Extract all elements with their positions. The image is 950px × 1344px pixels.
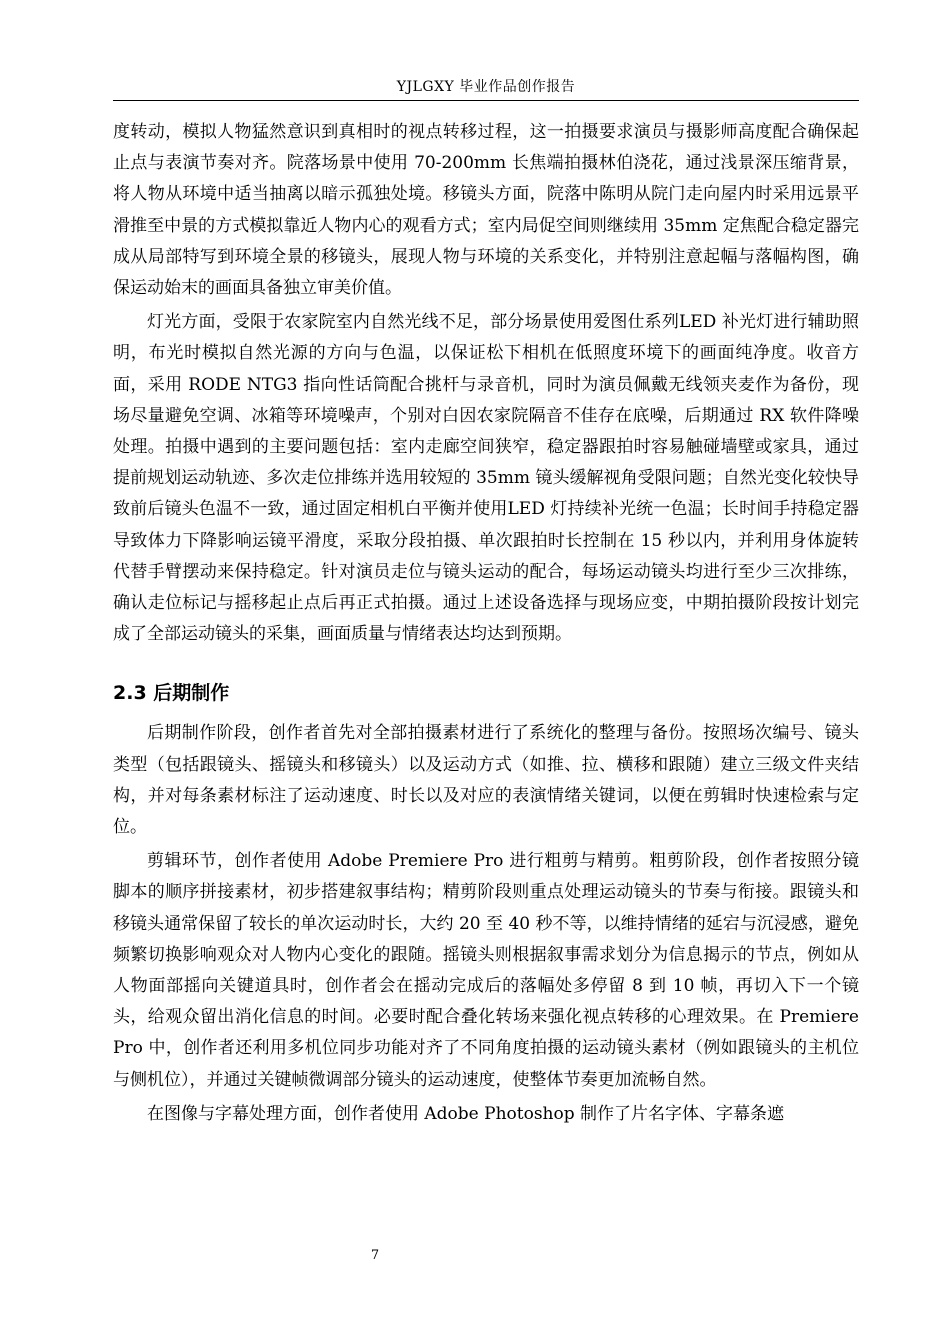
body-content — [113, 117, 859, 1130]
paragraph-lighting-sound: 灯光方面，受限于农家院室内自然光线不足，部分场景使用爱图仕系列LED 补光灯进行辅助照明，布光时模拟自然光源的方向与色温，以保证松下相机在低照度环境下的画面纯净度。收音方面，采用 RODE NTG3 指向性话筒配合挑杆与录音机，同时为演员佩戴无线领夹麦作为备份，现场尽量避免空调、冰箱等环境噪声，个别对白因农家院隔音不佳存在底噪，后期通过 RX 软件降噪处理。拍摄中遇到的主要问题包括：室内走廊空间狭窄，稳定器跟拍时容易触碰墙壁或家具，通过提前规划运动轨迹、多次走位排练并选用较短的 35mm 镜头缓解视角受限问题；自然光变化较快导致前后镜头色温不一致，通过固定相机白平衡并使用LED 灯持续补光统一色温；长时间手持稳定器导致体力下降影响运镜平滑度，采取分段拍摄、单次跟拍时长控制在 15 秒以内，并利用身体旋转代替手臂摆动来保持稳定。针对演员走位与镜头运动的配合，每场运动镜头均进行至少三次排练，确认走位标记与摇移起止点后再正式拍摄。通过上述设备选择与现场应变，中期拍摄阶段按计划完成了全部运动镜头的采集，画面质量与情绪表达均达到预期。 — [113, 312, 859, 645]
paragraph-material-organization: 后期制作阶段，创作者首先对全部拍摄素材进行了系统化的整理与备份。按照场次编号、镜头类型（包括跟镜头、摇镜头和移镜头）以及运动方式（如推、拉、横移和跟随）建立三级文件夹结构，并对每条素材标注了运动速度、时长以及对应的表演情绪关键词，以便在剪辑时快速检索与定位。 — [113, 723, 859, 838]
section-heading-post-production: 2.3 后期制作 — [113, 682, 230, 705]
running-header: YJLGXY 毕业作品创作报告 — [396, 79, 576, 95]
header-rule — [113, 100, 859, 101]
page-number: 7 — [370, 1248, 380, 1263]
paragraph-image-subtitles: 在图像与字幕处理方面，创作者使用 Adobe Photoshop 制作了片名字体、字幕条遮 — [147, 1103, 785, 1124]
paragraph-editing: 剪辑环节，创作者使用 Adobe Premiere Pro 进行粗剪与精剪。粗剪阶段，创作者按照分镜脚本的顺序拼接素材，初步搭建叙事结构；精剪阶段则重点处理运动镜头的节奏与衔接。跟镜头和移镜头通常保留了较长的单次运动时长，大约 20 至 40 秒不等，以维持情绪的延宕与沉浸感，避免频繁切换影响观众对人物内心变化的跟随。摇镜头则根据叙事需求划分为信息揭示的节点，例如从人物面部摇向关键道具时，创作者会在摇动完成后的落幅处多停留 8 到 10 帧，再切入下一个镜头，给观众留出消化信息的时间。必要时配合叠化转场来强化视点转移的心理效果。在 Premiere Pro 中，创作者还利用多机位同步功能对齐了不同角度拍摄的运动镜头素材（例如跟镜头的主机位与侧机位），并通过关键帧微调部分镜头的运动速度，使整体节奏更加流畅自然。 — [113, 851, 859, 1090]
paragraph-camera-movement: 度转动，模拟人物猛然意识到真相时的视点转移过程，这一拍摄要求演员与摄影师高度配合确保起止点与表演节奏对齐。院落场景中使用 70-200mm 长焦端拍摄林伯浇花，通过浅景深压缩背景，将人物从环境中适当抽离以暗示孤独处境。移镜头方面，院落中陈明从院门走向屋内时采用远景平滑推至中景的方式模拟靠近人物内心的观看方式；室内局促空间则继续用 35mm 定焦配合稳定器完成从局部特写到环境全景的移镜头，展现人物与环境的关系变化，并特别注意起幅与落幅构图，确保运动始末的画面具备独立审美价值。 — [113, 122, 859, 299]
